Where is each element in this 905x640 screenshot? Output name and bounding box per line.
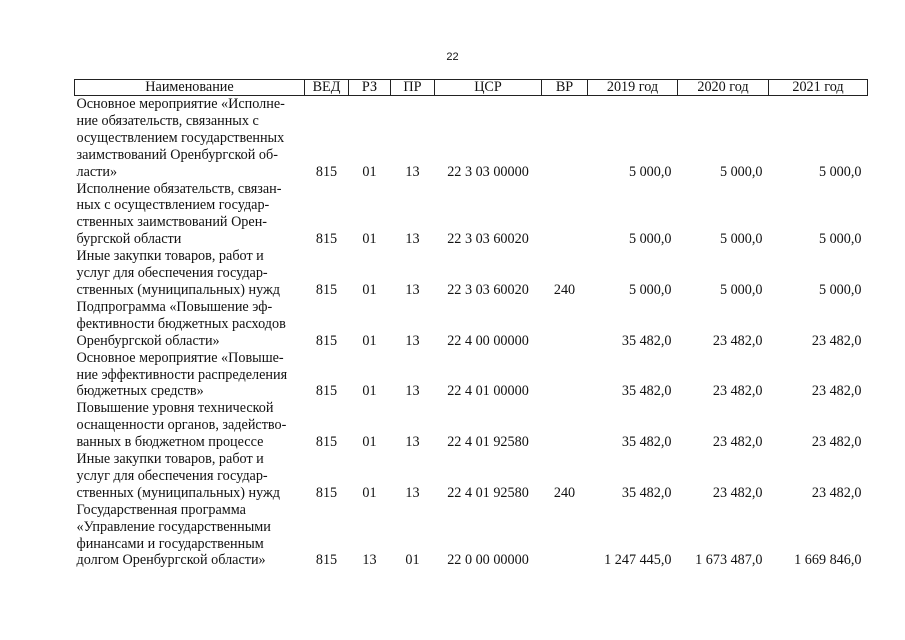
cell-ved: 815: [315, 484, 338, 501]
cell-csr: 22 3 03 60020: [447, 281, 529, 298]
header-2019: 2019 год: [588, 80, 678, 96]
table-row: [75, 299, 868, 350]
cell-pr: 13: [405, 231, 420, 248]
cell-2021: 1 669 846,0: [794, 552, 862, 569]
cell-pr: 13: [405, 434, 420, 451]
cell-vr: 240: [553, 281, 576, 298]
cell-2019: 5 000,0: [628, 281, 672, 298]
table-row: [75, 181, 868, 249]
cell-ved: 815: [315, 434, 338, 451]
cell-2020: 23 482,0: [712, 484, 763, 501]
cell-name: Повышение уровня технической оснащенности органов, задейство- ванных в бюджетном процессе: [76, 400, 287, 451]
cell-2021: 5 000,0: [818, 163, 862, 180]
cell-rz: 13: [362, 552, 377, 569]
cell-name: Основное мероприятие «Исполне- ние обязательств, связанных с осуществлением государственных заимствований Оренбургской об- ласти»: [76, 96, 285, 180]
cell-rz: 01: [362, 231, 377, 248]
cell-ved: 815: [315, 163, 338, 180]
cell-vr: [542, 299, 588, 350]
cell-vr: [542, 350, 588, 401]
table-row: [75, 96, 868, 181]
cell-csr: 22 3 03 60020: [447, 231, 529, 248]
page-number: 22: [446, 51, 459, 63]
table-row: [75, 400, 868, 451]
cell-vr: [542, 502, 588, 570]
cell-2020: 23 482,0: [712, 332, 763, 349]
header-name: Наименование: [75, 80, 305, 96]
header-rz: РЗ: [349, 80, 391, 96]
cell-ved: 815: [315, 231, 338, 248]
cell-2019: 35 482,0: [621, 332, 672, 349]
cell-ved: 815: [315, 332, 338, 349]
header-2020: 2020 год: [678, 80, 769, 96]
cell-rz: 01: [362, 281, 377, 298]
table-header: [75, 80, 868, 96]
cell-2021: 23 482,0: [811, 434, 862, 451]
cell-name: Государственная программа «Управление государственными финансами и государственным долгом Оренбургской области»: [76, 501, 271, 569]
cell-2021: 23 482,0: [811, 484, 862, 501]
header-2021: 2021 год: [769, 80, 868, 96]
cell-vr: 240: [553, 484, 576, 501]
cell-pr: 13: [405, 484, 420, 501]
cell-pr: 13: [405, 332, 420, 349]
cell-2019: 5 000,0: [628, 231, 672, 248]
cell-name: Подпрограмма «Повышение эф- фективности бюджетных расходов Оренбургской области»: [76, 298, 286, 349]
cell-csr: 22 4 00 00000: [447, 332, 529, 349]
cell-csr: 22 0 00 00000: [447, 552, 529, 569]
cell-name: Иные закупки товаров, работ и услуг для обеспечения государ- ственных (муниципальных) нужд: [76, 451, 281, 501]
cell-rz: 01: [362, 332, 377, 349]
cell-ved: 815: [315, 281, 338, 298]
cell-ved: 815: [315, 552, 338, 569]
cell-pr: 13: [405, 383, 420, 400]
cell-2020: 5 000,0: [719, 163, 763, 180]
cell-2019: 35 482,0: [621, 383, 672, 400]
table-row: [75, 350, 868, 401]
cell-2021: 23 482,0: [811, 383, 862, 400]
header-csr: ЦСР: [435, 80, 542, 96]
cell-2019: 35 482,0: [621, 484, 672, 501]
cell-pr: 01: [405, 552, 420, 569]
cell-2020: 23 482,0: [712, 383, 763, 400]
budget-table: [74, 79, 868, 569]
cell-vr: [542, 181, 588, 249]
header-ved: ВЕД: [305, 80, 349, 96]
table-body: [75, 96, 868, 570]
cell-csr: 22 3 03 00000: [447, 163, 529, 180]
cell-pr: 13: [405, 281, 420, 298]
cell-2019: 5 000,0: [628, 163, 672, 180]
cell-rz: 01: [362, 434, 377, 451]
cell-csr: 22 4 01 92580: [447, 484, 529, 501]
header-vr: ВР: [542, 80, 588, 96]
cell-2021: 5 000,0: [818, 281, 862, 298]
cell-2021: 23 482,0: [811, 332, 862, 349]
cell-2020: 5 000,0: [719, 281, 763, 298]
cell-pr: 13: [405, 163, 420, 180]
table-row: [75, 451, 868, 502]
cell-2019: 1 247 445,0: [604, 552, 672, 569]
cell-vr: [542, 96, 588, 181]
cell-csr: 22 4 01 00000: [447, 383, 529, 400]
table-row: [75, 248, 868, 299]
cell-rz: 01: [362, 484, 377, 501]
cell-rz: 01: [362, 163, 377, 180]
cell-2020: 1 673 487,0: [695, 552, 763, 569]
cell-name: Иные закупки товаров, работ и услуг для обеспечения государ- ственных (муниципальных) нужд: [76, 248, 281, 298]
cell-vr: [542, 400, 588, 451]
cell-2020: 5 000,0: [719, 231, 763, 248]
cell-2019: 35 482,0: [621, 434, 672, 451]
cell-csr: 22 4 01 92580: [447, 434, 529, 451]
cell-2020: 23 482,0: [712, 434, 763, 451]
cell-2021: 5 000,0: [818, 231, 862, 248]
cell-name: Исполнение обязательств, связан- ных с осуществлением государ- ственных заимствований Орен- бургской области: [76, 180, 282, 248]
cell-name: Основное мероприятие «Повыше- ние эффективности распределения бюджетных средств»: [76, 349, 288, 400]
table-row: [75, 502, 868, 570]
cell-ved: 815: [315, 383, 338, 400]
cell-rz: 01: [362, 383, 377, 400]
header-pr: ПР: [391, 80, 435, 96]
